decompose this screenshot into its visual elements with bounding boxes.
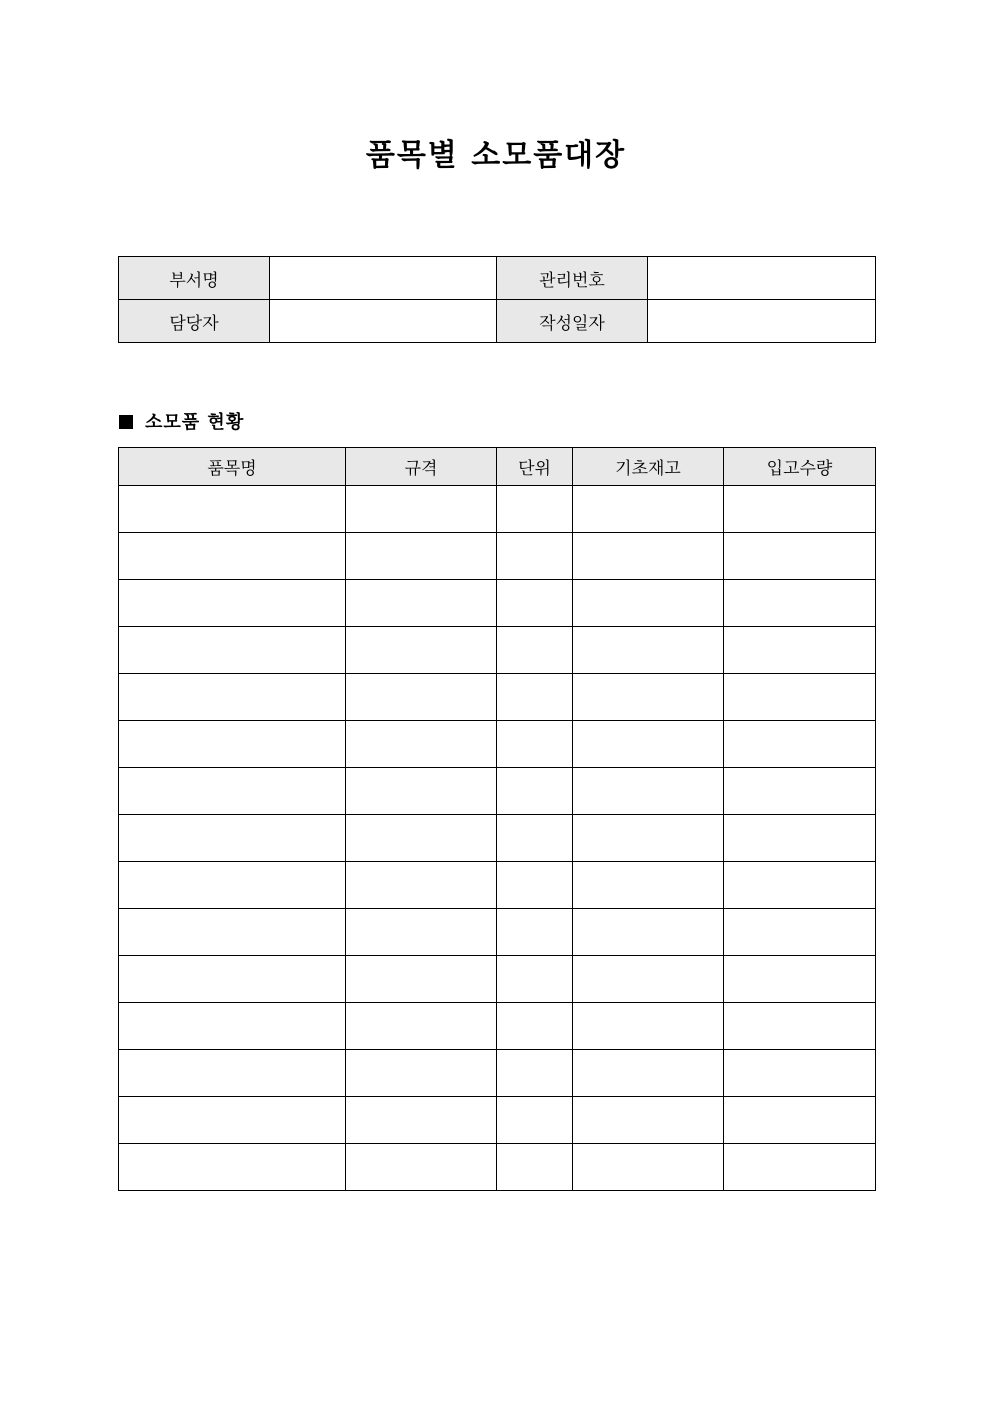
spec-cell[interactable]	[346, 627, 497, 674]
manager-label: 담당자	[119, 300, 270, 343]
department-field[interactable]	[270, 257, 497, 300]
item-name-cell[interactable]	[119, 768, 346, 815]
item-name-cell[interactable]	[119, 533, 346, 580]
opening-stock-cell[interactable]	[573, 815, 724, 862]
received-qty-cell[interactable]	[724, 862, 876, 909]
spec-cell[interactable]	[346, 1097, 497, 1144]
received-qty-cell[interactable]	[724, 627, 876, 674]
table-row	[119, 909, 876, 956]
received-qty-cell[interactable]	[724, 956, 876, 1003]
spec-cell[interactable]	[346, 956, 497, 1003]
item-name-cell[interactable]	[119, 1050, 346, 1097]
table-row	[119, 956, 876, 1003]
unit-cell[interactable]	[497, 674, 573, 721]
received-qty-cell[interactable]	[724, 1144, 876, 1191]
spec-cell[interactable]	[346, 815, 497, 862]
table-row	[119, 1003, 876, 1050]
received-qty-cell[interactable]	[724, 815, 876, 862]
spec-cell[interactable]	[346, 1003, 497, 1050]
opening-stock-cell[interactable]	[573, 909, 724, 956]
opening-stock-cell[interactable]	[573, 956, 724, 1003]
spec-cell[interactable]	[346, 580, 497, 627]
column-header-item-name: 품목명	[119, 448, 346, 486]
spec-cell[interactable]	[346, 1050, 497, 1097]
item-name-cell[interactable]	[119, 956, 346, 1003]
opening-stock-cell[interactable]	[573, 1144, 724, 1191]
received-qty-cell[interactable]	[724, 909, 876, 956]
unit-cell[interactable]	[497, 815, 573, 862]
item-name-cell[interactable]	[119, 862, 346, 909]
unit-cell[interactable]	[497, 721, 573, 768]
unit-cell[interactable]	[497, 909, 573, 956]
unit-cell[interactable]	[497, 580, 573, 627]
opening-stock-cell[interactable]	[573, 627, 724, 674]
unit-cell[interactable]	[497, 1050, 573, 1097]
spec-cell[interactable]	[346, 486, 497, 533]
received-qty-cell[interactable]	[724, 533, 876, 580]
page-title: 품목별 소모품대장	[365, 138, 627, 173]
spec-cell[interactable]	[346, 533, 497, 580]
received-qty-cell[interactable]	[724, 1097, 876, 1144]
table-row	[119, 486, 876, 533]
received-qty-cell[interactable]	[724, 486, 876, 533]
received-qty-cell[interactable]	[724, 721, 876, 768]
item-name-cell[interactable]	[119, 580, 346, 627]
unit-cell[interactable]	[497, 627, 573, 674]
unit-cell[interactable]	[497, 533, 573, 580]
item-name-cell[interactable]	[119, 1003, 346, 1050]
info-table	[118, 256, 876, 343]
date-label: 작성일자	[497, 300, 648, 343]
manager-field[interactable]	[270, 300, 497, 343]
received-qty-cell[interactable]	[724, 768, 876, 815]
spec-cell[interactable]	[346, 862, 497, 909]
column-header-opening-stock: 기초재고	[573, 448, 724, 486]
spec-cell[interactable]	[346, 909, 497, 956]
item-name-cell[interactable]	[119, 721, 346, 768]
spec-cell[interactable]	[346, 1144, 497, 1191]
received-qty-cell[interactable]	[724, 674, 876, 721]
opening-stock-cell[interactable]	[573, 1003, 724, 1050]
supplies-table	[118, 447, 876, 1191]
spec-cell[interactable]	[346, 674, 497, 721]
table-row	[119, 815, 876, 862]
unit-cell[interactable]	[497, 486, 573, 533]
opening-stock-cell[interactable]	[573, 1050, 724, 1097]
opening-stock-cell[interactable]	[573, 580, 724, 627]
info-row	[119, 257, 876, 300]
table-header-row	[119, 448, 876, 486]
black-square-icon	[119, 415, 133, 429]
department-label: 부서명	[119, 257, 270, 300]
item-name-cell[interactable]	[119, 815, 346, 862]
table-row	[119, 533, 876, 580]
opening-stock-cell[interactable]	[573, 533, 724, 580]
management-number-label: 관리번호	[497, 257, 648, 300]
opening-stock-cell[interactable]	[573, 768, 724, 815]
item-name-cell[interactable]	[119, 909, 346, 956]
table-row	[119, 580, 876, 627]
column-header-received-qty: 입고수량	[724, 448, 876, 486]
received-qty-cell[interactable]	[724, 1050, 876, 1097]
opening-stock-cell[interactable]	[573, 862, 724, 909]
column-header-unit: 단위	[497, 448, 573, 486]
unit-cell[interactable]	[497, 1003, 573, 1050]
unit-cell[interactable]	[497, 768, 573, 815]
spec-cell[interactable]	[346, 721, 497, 768]
opening-stock-cell[interactable]	[573, 721, 724, 768]
unit-cell[interactable]	[497, 862, 573, 909]
item-name-cell[interactable]	[119, 486, 346, 533]
opening-stock-cell[interactable]	[573, 486, 724, 533]
unit-cell[interactable]	[497, 1097, 573, 1144]
management-number-field[interactable]	[648, 257, 876, 300]
item-name-cell[interactable]	[119, 674, 346, 721]
table-row	[119, 1050, 876, 1097]
date-field[interactable]	[648, 300, 876, 343]
info-row	[119, 300, 876, 343]
table-row	[119, 1144, 876, 1191]
unit-cell[interactable]	[497, 956, 573, 1003]
item-name-cell[interactable]	[119, 1144, 346, 1191]
table-row	[119, 768, 876, 815]
item-name-cell[interactable]	[119, 1097, 346, 1144]
unit-cell[interactable]	[497, 1144, 573, 1191]
table-row	[119, 674, 876, 721]
section-heading-text: 소모품 현황	[145, 412, 245, 433]
section-heading	[119, 410, 244, 436]
table-row	[119, 862, 876, 909]
table-row	[119, 721, 876, 768]
received-qty-cell[interactable]	[724, 580, 876, 627]
item-name-cell[interactable]	[119, 627, 346, 674]
column-header-spec: 규격	[346, 448, 497, 486]
supplies-table-body	[119, 486, 876, 1191]
opening-stock-cell[interactable]	[573, 1097, 724, 1144]
opening-stock-cell[interactable]	[573, 674, 724, 721]
received-qty-cell[interactable]	[724, 1003, 876, 1050]
table-row	[119, 627, 876, 674]
table-row	[119, 1097, 876, 1144]
spec-cell[interactable]	[346, 768, 497, 815]
